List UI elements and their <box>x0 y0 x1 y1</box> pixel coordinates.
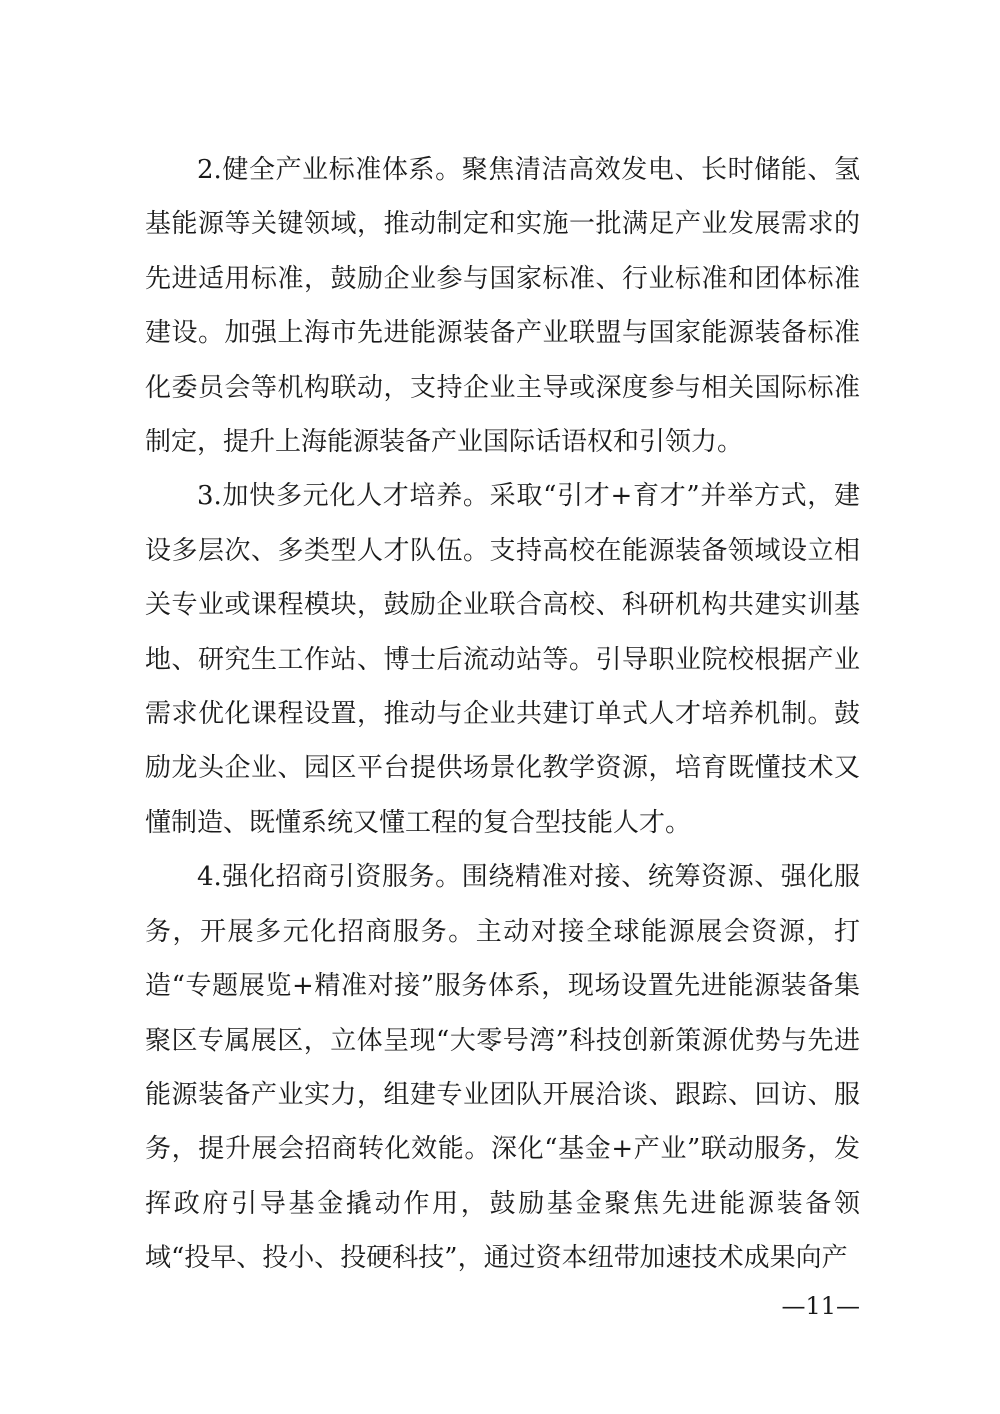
page-number: —11— <box>781 1292 860 1320</box>
paragraph-investment-services: 4.强化招商引资服务。围绕精准对接、统筹资源、强化服务，开展多元化招商服务。主动对接全球能源展会资源，打造“专题展览+精准对接”服务体系，现场设置先进能源装备集聚区专属展区，立体呈现“大零号湾”科技创新策源优势与先进能源装备产业实力，组建专业团队开展洽谈、跟踪、回访、服务，提升展会招商转化效能。深化“基金+产业”联动服务，发挥政府引导基金撬动作用，鼓励基金聚焦先进能源装备领域“投早、投小、投硬科技”，通过资本纽带加速技术成果向产 <box>145 862 860 1274</box>
paragraph-talent-cultivation: 3.加快多元化人才培养。采取“引才+育才”并举方式，建设多层次、多类型人才队伍。支持高校在能源装备领域设立相关专业或课程模块，鼓励企业联合高校、科研机构共建实训基地、研究生工作站、博士后流动站等。引导职业院校根据产业需求优化课程设置，推动与企业共建订单式人才培养机制。鼓励龙头企业、园区平台提供场景化教学资源，培育既懂技术又懂制造、既懂系统又懂工程的复合型技能人才。 <box>145 481 860 838</box>
document-body <box>145 143 860 1286</box>
paragraph-standards-system: 2.健全产业标准体系。聚焦清洁高效发电、长时储能、氢基能源等关键领域，推动制定和实施一批满足产业发展需求的先进适用标准，鼓励企业参与国家标准、行业标准和团体标准建设。加强上海市先进能源装备产业联盟与国家能源装备标准化委员会等机构联动，支持企业主导或深度参与相关国际标准制定，提升上海能源装备产业国际话语权和引领力。 <box>145 155 860 458</box>
